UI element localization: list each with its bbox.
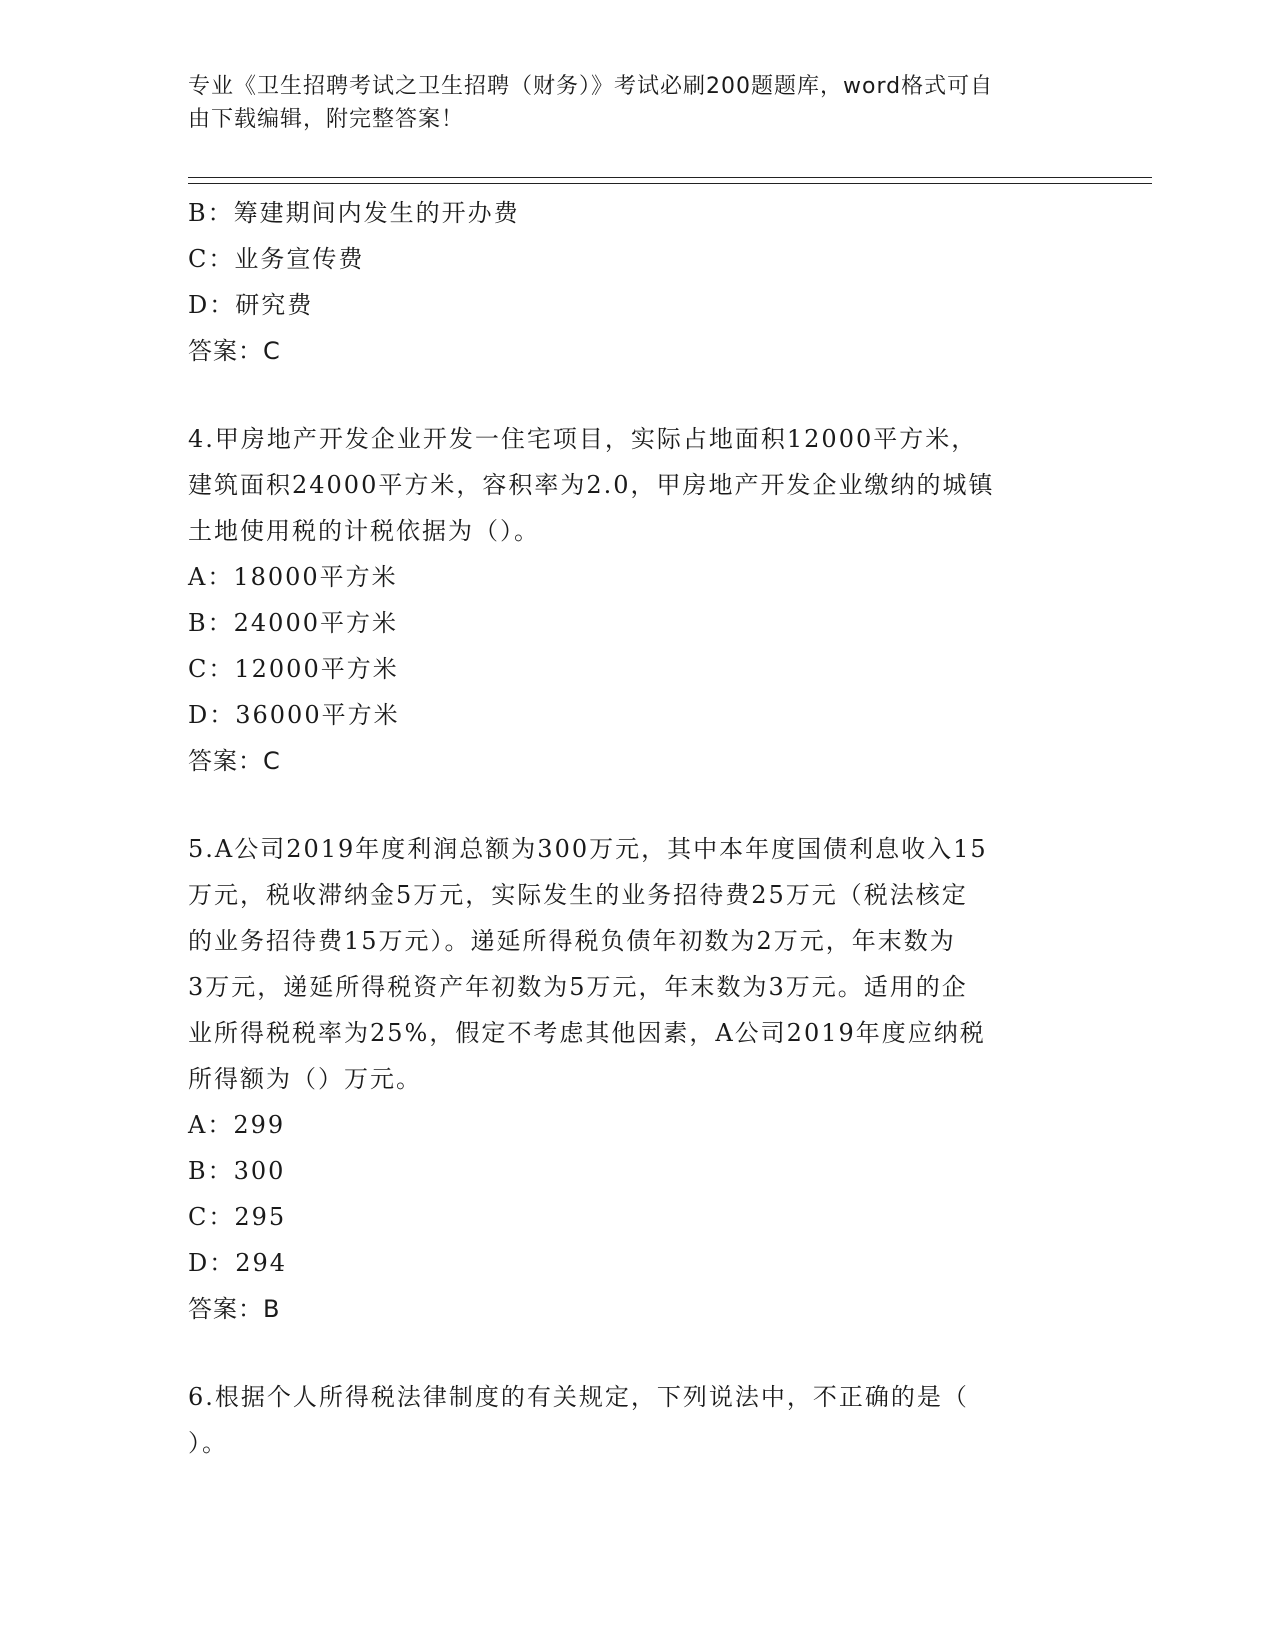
header-divider-bottom: [188, 183, 1152, 184]
question-6: [188, 1374, 1088, 1466]
answer-line: 答案：C: [188, 747, 281, 775]
option-b: B：24000平方米: [188, 609, 398, 637]
answer-line: 答案：C: [188, 337, 281, 365]
option-a: A：18000平方米: [188, 563, 398, 591]
question-line: 的业务招待费15万元）。递延所得税负债年初数为2万元，年末数为: [188, 927, 956, 955]
spacer: [188, 374, 1088, 416]
option-c: C：295: [188, 1203, 287, 1231]
header-title-line-2: 由下载编辑，附完整答案！: [188, 107, 465, 132]
header-divider-top: [188, 177, 1152, 178]
option-b: B：筹建期间内发生的开办费: [188, 199, 520, 227]
header-title-line-1: 专业《卫生招聘考试之卫生招聘（财务）》考试必刷200题题库，word格式可自: [188, 74, 994, 99]
spacer: [188, 1332, 1088, 1374]
question-line: ）。: [188, 1429, 228, 1457]
option-a: A：299: [188, 1111, 286, 1139]
question-text: [188, 826, 1088, 1102]
question-line: 4.甲房地产开发企业开发一住宅项目，实际占地面积12000平方米，: [188, 425, 978, 453]
option-d: D：294: [188, 1249, 288, 1277]
option-d: D：研究费: [188, 291, 314, 319]
option-c: C：业务宣传费: [188, 245, 365, 273]
question-line: 业所得税税率为25%，假定不考虑其他因素，A公司2019年度应纳税: [188, 1019, 986, 1047]
answer-line: 答案：B: [188, 1295, 281, 1323]
option-d: D：36000平方米: [188, 701, 400, 729]
question-text: [188, 416, 1088, 554]
question-line: 6.根据个人所得税法律制度的有关规定，下列说法中，不正确的是（: [188, 1383, 969, 1411]
option-b: B：300: [188, 1157, 286, 1185]
document-header: [188, 70, 1068, 136]
question-line: 万元，税收滞纳金5万元，实际发生的业务招待费25万元（税法核定: [188, 881, 968, 909]
document-body: [188, 190, 1088, 1466]
question-line: 土地使用税的计税依据为（）。: [188, 517, 540, 545]
question-5: [188, 826, 1088, 1332]
spacer: [188, 784, 1088, 826]
question-3-tail: [188, 190, 1088, 374]
question-4: [188, 416, 1088, 784]
question-line: 所得额为（）万元。: [188, 1065, 422, 1093]
option-c: C：12000平方米: [188, 655, 399, 683]
question-line: 3万元，递延所得税资产年初数为5万元，年末数为3万元。适用的企: [188, 973, 968, 1001]
question-line: 5.A公司2019年度利润总额为300万元，其中本年度国债利息收入15: [188, 835, 988, 863]
question-line: 建筑面积24000平方米，容积率为2.0，甲房地产开发企业缴纳的城镇: [188, 471, 995, 499]
question-text: [188, 1374, 1088, 1466]
